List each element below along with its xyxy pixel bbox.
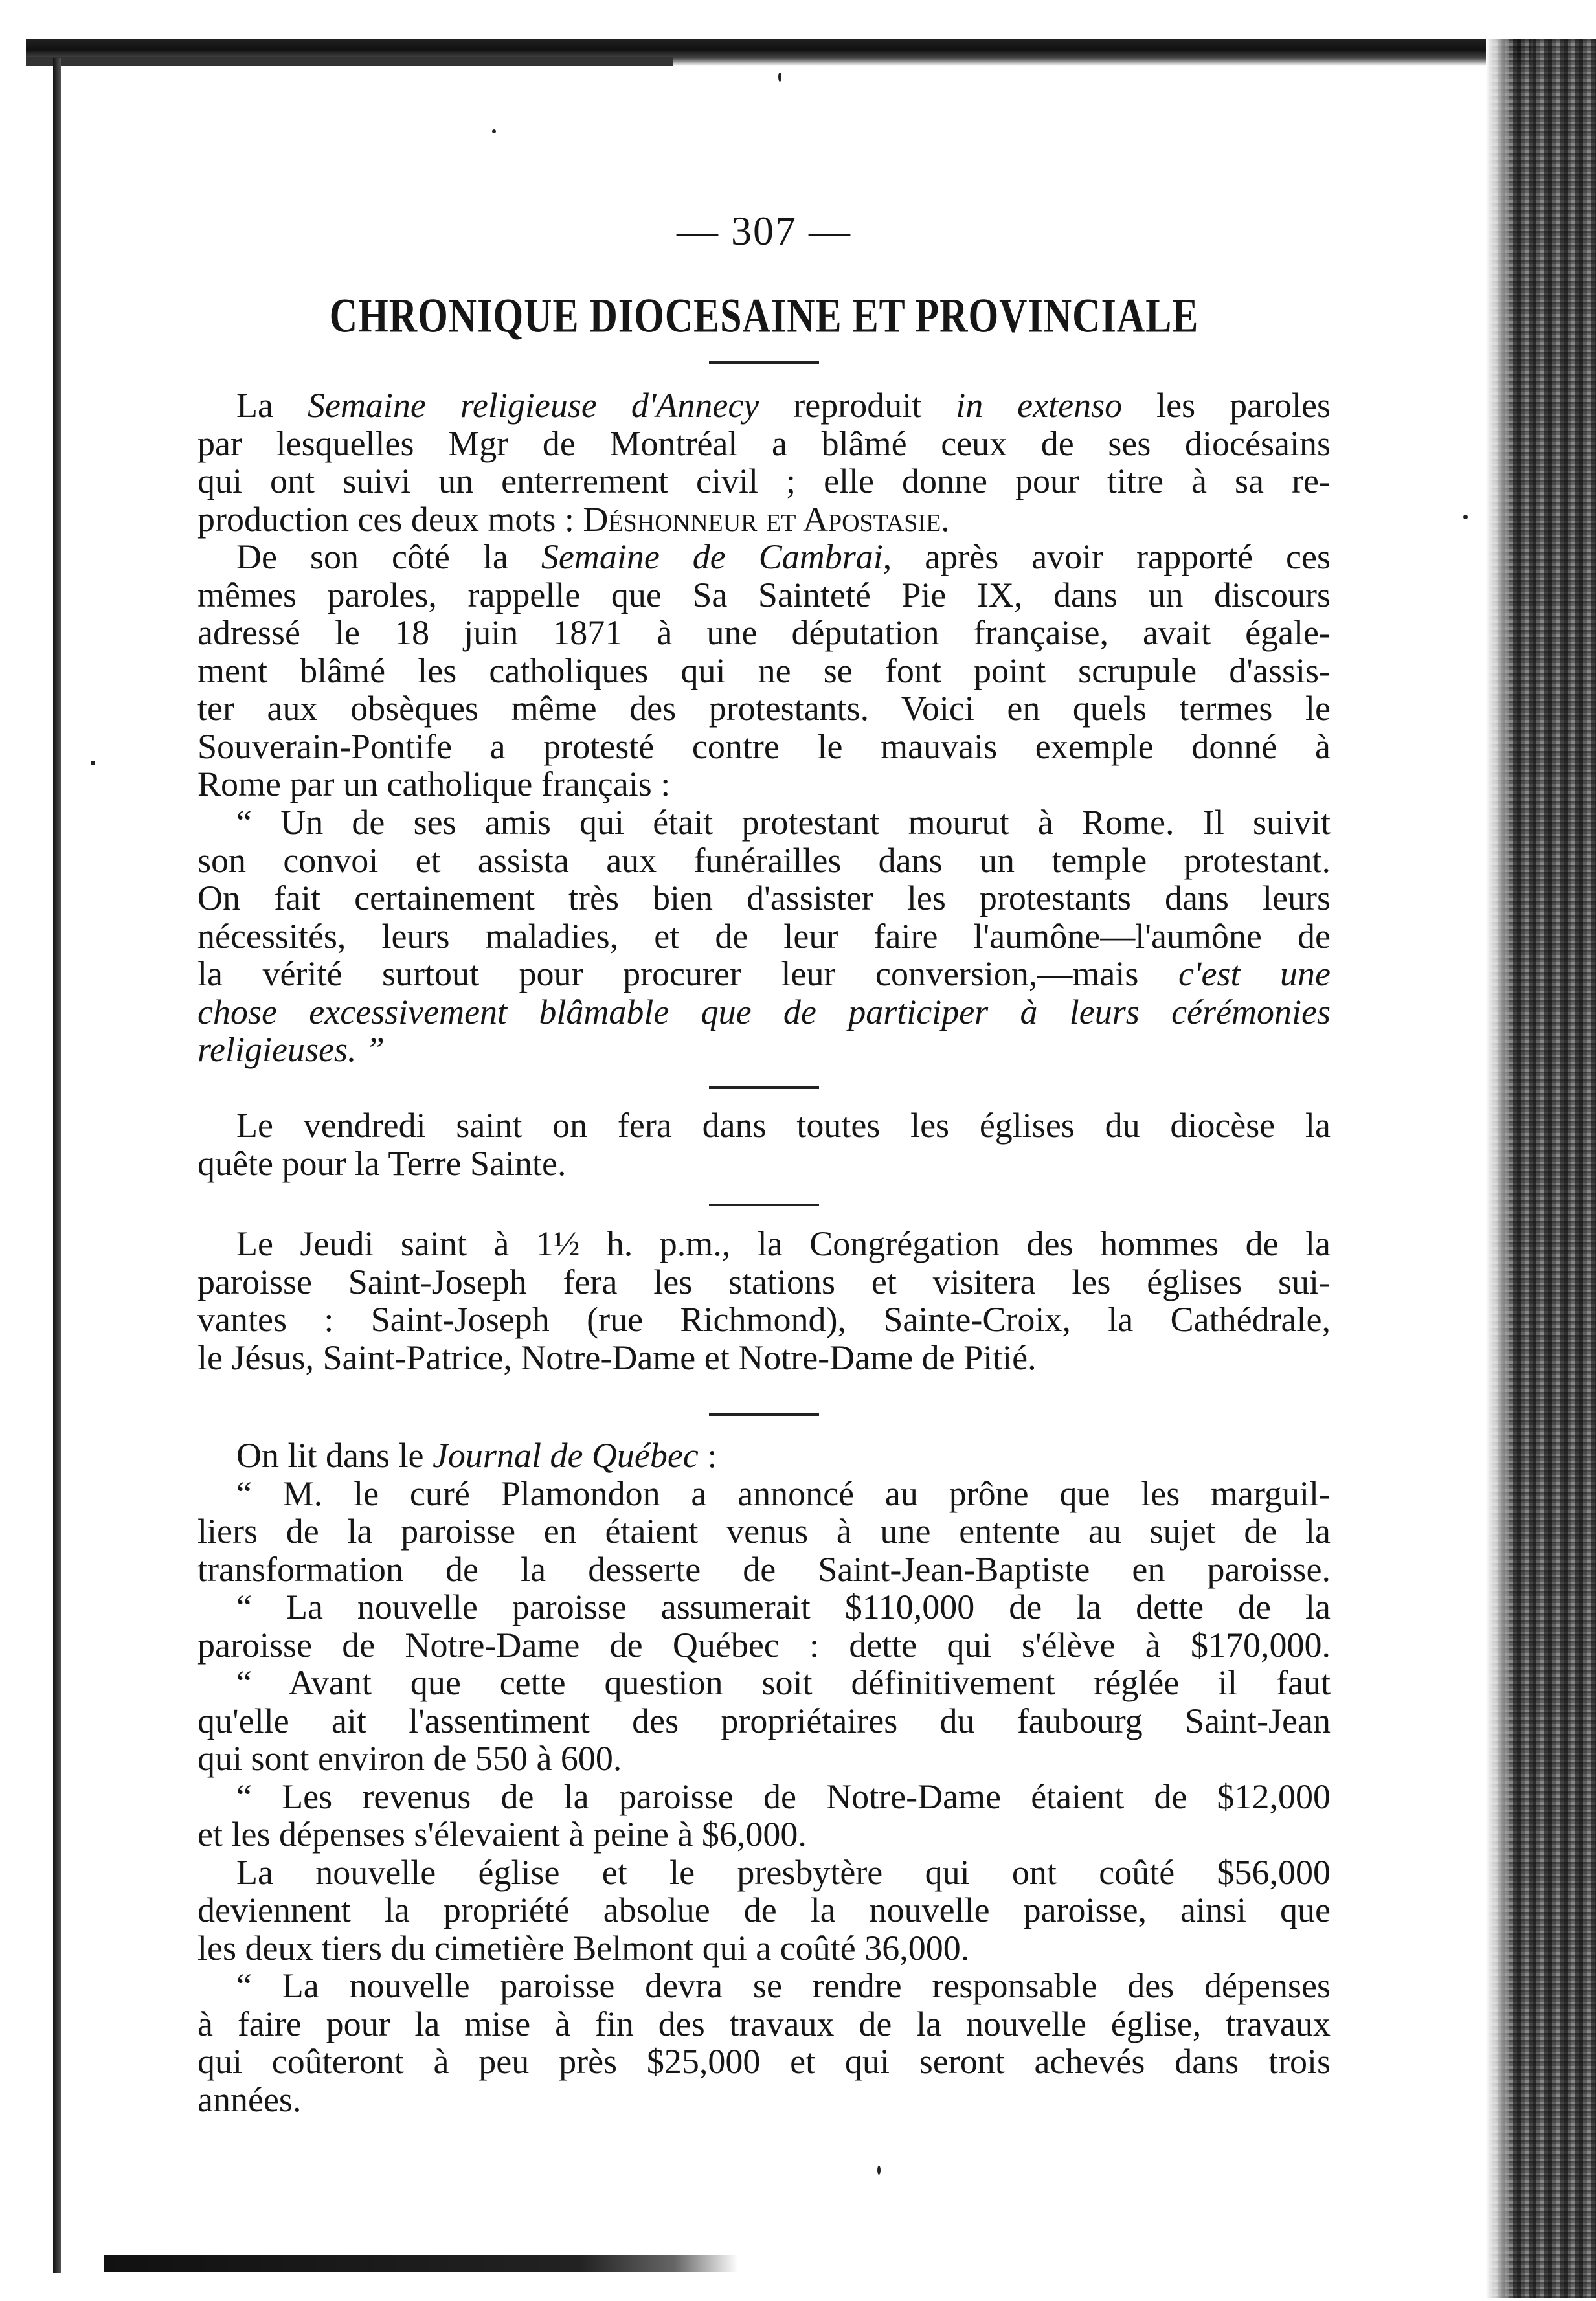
text-line: La Semaine religieuse d'Annecy reproduit in extenso les paroles bbox=[236, 386, 1331, 425]
text-line: paroisse de Notre-Dame de Québec : dette qui s'élève à $170,000. bbox=[197, 1625, 1331, 1665]
text-line: liers de la paroisse en étaient venus à une entente au sujet de la bbox=[197, 1512, 1331, 1551]
text-line: qui sont environ de 550 à 600. bbox=[197, 1739, 622, 1778]
scan-speck bbox=[778, 73, 781, 82]
paragraph-journal-quebec bbox=[197, 1437, 1331, 2118]
section-heading: CHRONIQUE DIOCESAINE ET PROVINCIALE bbox=[329, 289, 1199, 342]
paragraph-jeudi-saint bbox=[197, 1225, 1331, 1376]
separator-rule bbox=[709, 1413, 819, 1416]
text-line: “ La nouvelle paroisse devra se rendre responsable des dépenses bbox=[236, 1966, 1331, 2005]
text-line: mêmes paroles, rappelle que Sa Sainteté Pie IX, dans un discours bbox=[197, 575, 1331, 614]
paragraph-annecy bbox=[197, 387, 1331, 538]
text-line: paroisse Saint-Joseph fera les stations et visitera les églises sui- bbox=[197, 1262, 1331, 1301]
text-line: à faire pour la mise à fin des travaux de la nouvelle église, travaux bbox=[197, 2004, 1331, 2043]
page-number: — 307 — bbox=[677, 208, 851, 254]
text-line: De son côté la Semaine de Cambrai, après avoir rapporté ces bbox=[236, 537, 1331, 576]
scan-speck bbox=[877, 2166, 881, 2175]
text-line: “ Les revenus de la paroisse de Notre-Dame étaient de $12,000 bbox=[236, 1777, 1331, 1816]
text-line: “ Avant que cette question soit définitivement réglée il faut bbox=[236, 1663, 1331, 1702]
text-line: La nouvelle église et le presbytère qui ont coûté $56,000 bbox=[236, 1852, 1331, 1892]
separator-rule bbox=[709, 361, 819, 364]
scan-speck bbox=[91, 761, 95, 765]
text-line: On fait certainement très bien d'assister les protestants dans leurs bbox=[197, 879, 1331, 917]
scan-bottom-border bbox=[104, 2255, 738, 2272]
text-line: ment blâmé les catholiques qui ne se font point scrupule d'assis- bbox=[197, 651, 1331, 690]
text-line: années. bbox=[197, 2080, 302, 2119]
text-line: “ La nouvelle paroisse assumerait $110,000 de la dette de la bbox=[236, 1588, 1331, 1626]
scan-left-border bbox=[53, 58, 61, 2273]
text-line: Rome par un catholique français : bbox=[197, 765, 671, 803]
scan-speck bbox=[492, 129, 496, 133]
paragraph-vendredi-saint bbox=[197, 1106, 1331, 1182]
scan-speck bbox=[1463, 515, 1468, 519]
text-line: le Jésus, Saint-Patrice, Notre-Dame et Notre-Dame de Pitié. bbox=[197, 1338, 1037, 1377]
separator-rule bbox=[709, 1086, 819, 1089]
text-line: deviennent la propriété absolue de la nouvelle paroisse, ainsi que bbox=[197, 1891, 1331, 1929]
text-line: Souverain-Pontife a protesté contre le mauvais exemple donné à bbox=[197, 726, 1331, 766]
text-line: les deux tiers du cimetière Belmont qui a coûté 36,000. bbox=[197, 1928, 970, 1968]
paragraph-cambrai bbox=[197, 538, 1331, 803]
text-line: son convoi et assista aux funérailles dans un temple protestant. bbox=[197, 840, 1331, 880]
text-line: chose excessivement blâmable que de participer à leurs cérémonies bbox=[197, 992, 1331, 1031]
text-line: transformation de la desserte de Saint-Jean-Baptiste en paroisse. bbox=[197, 1549, 1331, 1589]
text-line: qui ont suivi un enterrement civil ; elle donne pour titre à sa re- bbox=[197, 462, 1331, 500]
scan-top-border-shadow bbox=[26, 57, 673, 66]
text-line: Le vendredi saint on fera dans toutes les églises du diocèse la bbox=[236, 1106, 1331, 1145]
text-line: Le Jeudi saint à 1½ h. p.m., la Congrégation des hommes de la bbox=[236, 1224, 1331, 1263]
text-line: production ces deux mots : Déshonneur et Apostasie. bbox=[197, 499, 950, 539]
text-line: “ Un de ses amis qui était protestant mourut à Rome. Il suivit bbox=[236, 803, 1331, 842]
text-line: qu'elle ait l'assentiment des propriétaires du faubourg Saint-Jean bbox=[197, 1701, 1331, 1740]
text-line: vantes : Saint-Joseph (rue Richmond), Sainte-Croix, la Cathédrale, bbox=[197, 1300, 1331, 1339]
text-line: religieuses. ” bbox=[197, 1030, 385, 1069]
text-line: la vérité surtout pour procurer leur conversion,—mais c'est une bbox=[197, 954, 1331, 993]
text-line: ter aux obsèques même des protestants. Voici en quels termes le bbox=[197, 689, 1331, 728]
paragraph-quotation bbox=[197, 803, 1331, 1069]
separator-rule bbox=[709, 1204, 819, 1206]
text-line: nécessités, leurs maladies, et de leur faire l'aumône—l'aumône de bbox=[197, 916, 1331, 956]
text-line: qui coûteront à peu près $25,000 et qui seront achevés dans trois bbox=[197, 2042, 1331, 2081]
text-line: quête pour la Terre Sainte. bbox=[197, 1143, 567, 1183]
scan-right-edge-fade bbox=[1486, 39, 1509, 2298]
text-line: On lit dans le Journal de Québec : bbox=[236, 1436, 717, 1475]
text-line: par lesquelles Mgr de Montréal a blâmé ceux de ses diocésains bbox=[197, 423, 1331, 463]
text-line: “ M. le curé Plamondon a annoncé au prône que les marguil- bbox=[236, 1474, 1331, 1513]
text-line: adressé le 18 juin 1871 à une députation française, avait égale- bbox=[197, 613, 1331, 652]
text-line: et les dépenses s'élevaient à peine à $6,000. bbox=[197, 1815, 807, 1854]
